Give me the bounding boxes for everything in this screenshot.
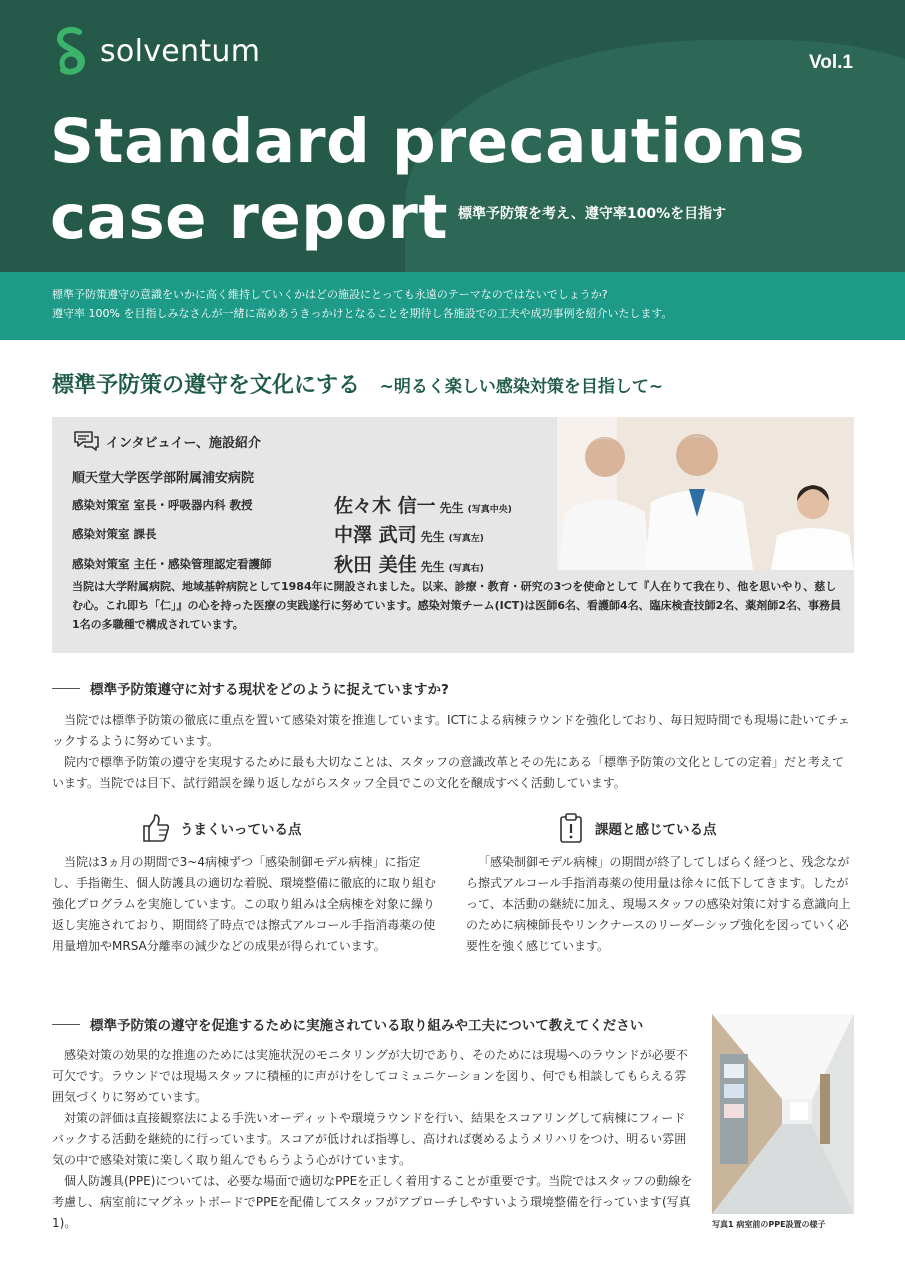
section1-question: [52, 678, 449, 698]
article-title-sub: ~明るく楽しい感染対策を目指して~: [379, 377, 664, 397]
hero-subtitle: 標準予防策を考え、遵守率100%を目指す: [458, 206, 727, 222]
hero-title: [50, 104, 805, 256]
hero-title-line1: Standard precautions: [50, 106, 806, 177]
intro-line1: 標準予防策遵守の意識をいかに高く維持していくかはどの施設にとっても永遠のテーマなのではないでしょうか?: [52, 288, 608, 301]
section2-question: [52, 1014, 643, 1034]
going-well-body: [52, 852, 440, 957]
issues-heading: [555, 812, 717, 844]
section2-body: [52, 1045, 697, 1234]
going-well-label: うまくいっている点: [180, 822, 302, 838]
intro-band: [0, 272, 905, 340]
section1-question-text: 標準予防策遵守に対する現状をどのように捉えていますか?: [90, 682, 449, 698]
intro-line2: 遵守率 100% を目指しみなさんが一緒に高めあうきっかけとなることを期待し各施設での工夫や成功事例を紹介いたします。: [52, 307, 673, 320]
issues-label: 課題と感じている点: [595, 822, 717, 838]
article-title-main: 標準予防策の遵守を文化にする: [52, 373, 361, 398]
interviewee-role: 感染対策室 課長: [72, 527, 157, 541]
interview-box: [52, 417, 854, 653]
ppe-corridor-photo: [712, 1014, 854, 1214]
thumbs-up-icon: [140, 812, 172, 844]
issues-body: [466, 852, 854, 957]
paragraph: 院内で標準予防策の遵守を実現するために最も大切なことは、スタッフの意識改革とその先にある「標準予防策の文化としての定着」だと考えています。当院では目下、試行錯誤を繰り返しながらスタッフ全員でこの文化を醸成すべく活動しています。: [52, 755, 845, 790]
article-title: [52, 368, 663, 399]
interviewee-name: [334, 520, 484, 547]
hospital-description: 当院は大学附属病院、地域基幹病院として1984年に開設されました。以来、診療・教育・研究の3つを使命として『人在りて我在り、他を思いやり、慈しむ心。これ即ち「仁」』の心を持った医療の実践遂行に努めています。感染対策チーム(ICT)は医師6名、看護師4名、臨床検査技師2名、薬剤師2名、事務員1名の多職種で構成されています。: [72, 580, 841, 631]
speech-bubble-icon: [72, 429, 100, 453]
interviewee-role: 感染対策室 室長・呼吸器内科 教授: [72, 498, 253, 512]
volume-label: Vol.1: [809, 52, 853, 73]
interview-heading: [72, 429, 261, 453]
honorific: 先生: [439, 501, 464, 515]
photo-position: (写真左): [448, 534, 484, 544]
logo-text: solventum: [100, 33, 261, 69]
interview-heading-label: インタビュイー、施設紹介: [106, 435, 261, 451]
interviewee-role: 感染対策室 主任・感染管理認定看護師: [72, 557, 272, 571]
photo-position: (写真右): [448, 564, 484, 574]
section2-question-text: 標準予防策の遵守を促進するために実施されている取り組みや工夫について教えてください: [90, 1018, 644, 1034]
paragraph: 当院は3ヵ月の期間で3~4病棟ずつ「感染制御モデル病棟」に指定し、手指衛生、個人防護具の適切な着脱、環境整備に徹底的に取り組む強化プログラムを実施しています。この取り組みは全病棟を対象に繰り返し実施されており、期間終了時点では擦式アルコール手指消毒薬の使用量増加やMRSA分離率の減少などの成果が得られています。: [52, 855, 437, 953]
honorific: 先生: [420, 560, 445, 574]
interviewee-name-text: 中澤 武司: [334, 524, 417, 546]
divider: [52, 688, 80, 689]
interviewees-photo: [557, 417, 854, 570]
header: [0, 0, 905, 272]
paragraph: 対策の評価は直接観察法による手洗いオーディットや環境ラウンドを行い、結果をスコアリングして病棟にフィードバックする活動を継続的に行っています。スコアが低ければ指導し、高ければ褒めるようメリハリをつけ、明るい雰囲気の中で感染対策に楽しく取り組んでもらうよう心がけています。: [52, 1111, 687, 1167]
interviewee-name-text: 秋田 美佳: [334, 554, 417, 576]
paragraph: 当院では標準予防策の徹底に重点を置いて感染対策を推進しています。ICTによる病棟ラウンドを強化しており、毎日短時間でも現場に赴いてチェックするように努めています。: [52, 713, 850, 748]
interviewee-name-text: 佐々木 信一: [334, 495, 436, 517]
photo-position: (写真中央): [467, 505, 512, 515]
paragraph: 個人防護具(PPE)については、必要な場面で適切なPPEを正しく着用することが重要です。当院ではスタッフの動線を考慮し、病室前にマグネットボードでPPEを配備してスタッフがアプローチしやすいよう環境整備を行っています(写真1)。: [52, 1174, 693, 1230]
interviewee-name: [334, 550, 484, 577]
hero-title-line2: case report: [50, 182, 449, 253]
honorific: 先生: [420, 530, 445, 544]
photo-caption: 写真1 病室前のPPE設置の様子: [712, 1220, 826, 1229]
hospital-name: 順天堂大学医学部附属浦安病院: [72, 471, 255, 486]
going-well-heading: [140, 812, 302, 844]
divider: [52, 1024, 80, 1025]
interviewee-name: [334, 491, 512, 518]
paragraph: 「感染制御モデル病棟」の期間が終了してしばらく経つと、残念ながら擦式アルコール手指消毒薬の使用量は徐々に低下してきます。したがって、本活動の継続に加え、現場スタッフの感染対策に対する意識向上のために病棟師長やリンクナースのリーダーシップ強化を図っていく必要性を強く感じています。: [466, 855, 851, 953]
clipboard-alert-icon: [555, 812, 587, 844]
solventum-logo-icon: [52, 26, 90, 76]
brand-logo: [52, 26, 260, 76]
paragraph: 感染対策の効果的な推進のためには実施状況のモニタリングが大切であり、そのためには現場へのラウンドが必要不可欠です。ラウンドでは現場スタッフに積極的に声がけをしてコミュニケーションを図り、何でも相談してもらえる雰囲気づくりに努めています。: [52, 1048, 688, 1104]
section1-body: [52, 710, 854, 794]
